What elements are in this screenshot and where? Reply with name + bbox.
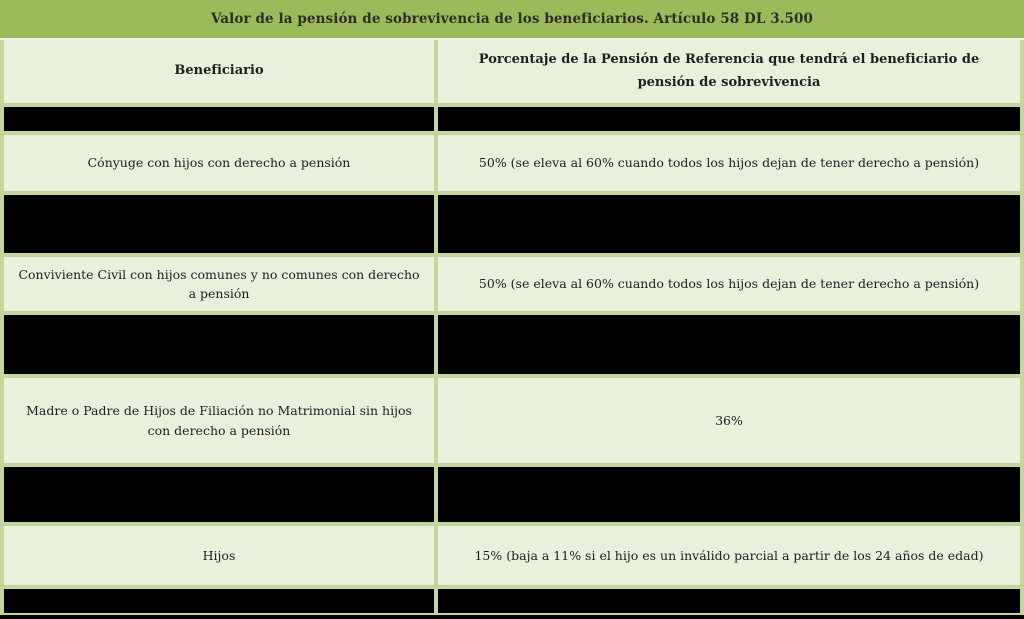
- pension-table: [0, 40, 1024, 615]
- table-row: [4, 378, 1020, 463]
- beneficiario-cell: Cónyuge con hijos con derecho a pensión: [4, 135, 434, 191]
- porcentaje-cell-redacted: [438, 589, 1020, 613]
- porcentaje-cell-redacted: [438, 107, 1020, 131]
- table-row-redacted: [4, 107, 1020, 131]
- porcentaje-cell: 50% (se eleva al 60% cuando todos los hijos dejan de tener derecho a pensión): [438, 135, 1020, 191]
- bottom-black-strip: [0, 615, 1024, 619]
- table-row: [4, 135, 1020, 191]
- beneficiario-cell: Conviviente Civil con hijos comunes y no comunes con derecho a pensión: [4, 257, 434, 311]
- table-row: [4, 257, 1020, 311]
- porcentaje-cell: 50% (se eleva al 60% cuando todos los hijos dejan de tener derecho a pensión): [438, 257, 1020, 311]
- table-title: Valor de la pensión de sobrevivencia de los beneficiarios. Artículo 58 DL 3.500: [210, 11, 814, 27]
- beneficiario-cell-redacted: [4, 467, 434, 522]
- beneficiario-cell-redacted: [4, 589, 434, 613]
- porcentaje-cell-redacted: [438, 315, 1020, 374]
- column-header-porcentaje: Porcentaje de la Pensión de Referencia que tendrá el beneficiario de pensión de sobrevivencia: [438, 40, 1020, 103]
- porcentaje-cell-redacted: [438, 195, 1020, 253]
- table-row-redacted: [4, 315, 1020, 374]
- beneficiario-cell-redacted: [4, 107, 434, 131]
- table-header-row: [4, 40, 1020, 103]
- beneficiario-cell-redacted: [4, 315, 434, 374]
- table-row-redacted: [4, 589, 1020, 613]
- table-row: [4, 526, 1020, 585]
- table-title-bar: [0, 0, 1024, 38]
- beneficiario-cell-redacted: [4, 195, 434, 253]
- table-row-redacted: [4, 195, 1020, 253]
- beneficiario-cell: Hijos: [4, 526, 434, 585]
- porcentaje-cell: 36%: [438, 378, 1020, 463]
- beneficiario-cell: Madre o Padre de Hijos de Filiación no Matrimonial sin hijos con derecho a pensión: [4, 378, 434, 463]
- table-row-redacted: [4, 467, 1020, 522]
- porcentaje-cell-redacted: [438, 467, 1020, 522]
- column-header-beneficiario: Beneficiario: [4, 40, 434, 103]
- porcentaje-cell: 15% (baja a 11% si el hijo es un inválido parcial a partir de los 24 años de edad): [438, 526, 1020, 585]
